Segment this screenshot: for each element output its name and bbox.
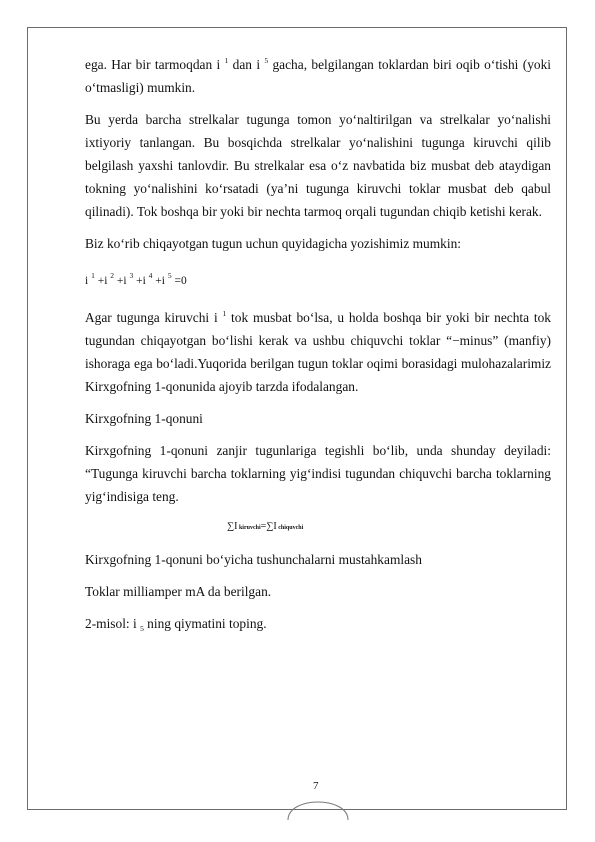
- paragraph-9: [85, 612, 551, 640]
- document-body: [85, 49, 551, 649]
- text-run: 2-misol: i: [85, 616, 141, 631]
- kirchhoff-formula: [85, 517, 551, 538]
- text-run: Agar tugunga kiruvchi i: [85, 310, 223, 325]
- current-sum-formula: [85, 264, 551, 293]
- subscript: chiquvchi: [276, 525, 304, 531]
- paragraph-6: Kirxgofning 1-qonuni zanjir tugunlariga tegishli bo‘lib, unda shunday deyiladi: “Tugunga kiruvchi barcha toklarning yig‘indisi tugundan chiquvchi barcha toklarning yig‘indisiga teng.: [85, 443, 551, 504]
- superscript: 5: [264, 56, 269, 65]
- formula-term: =0: [171, 275, 187, 287]
- paragraph-7: Kirxgofning 1-qonuni bo‘yicha tushunchalarni mustahkamlash: [85, 552, 422, 567]
- subscript: 5: [140, 624, 144, 633]
- formula-term: +i: [94, 275, 111, 287]
- superscript: 1: [222, 309, 227, 318]
- formula-term: +i: [133, 275, 149, 287]
- section-heading: Kirxgofning 1-qonuni: [85, 411, 203, 426]
- formula-term: +i: [114, 275, 130, 287]
- paragraph-1: [85, 49, 551, 99]
- formula-term: +i: [152, 275, 168, 287]
- paragraph-2: Bu yerda barcha strelkalar tugunga tomon yo‘naltirilgan va strelkalar yo‘nalishi ixtiyoriy tanlangan. Bu bosqichda strelkalar yo‘nalishini tugunga kiruvchi qilib belgilash yaxshi tanlovdir. Bu strelkalar esa o‘z navbatida biz musbat deb ataydigan tokning yo‘nalishini ko‘rsatadi (ya’ni tugunga kiruvchi toklar musbat deb qabul qilinadi). Tok boshqa bir yoki bir nechta tarmoq orqali tugundan chiqib ketishi kerak.: [85, 112, 551, 219]
- sum-symbol: ∑I: [227, 521, 238, 532]
- text-run: ega. Har bir tarmoqdan i: [85, 57, 225, 72]
- paragraph-3: Biz ko‘rib chiqayotgan tugun uchun quyidagicha yozishimiz mumkin:: [85, 236, 461, 251]
- text-run: dan i: [228, 57, 265, 72]
- superscript: 5: [167, 271, 172, 280]
- paragraph-4: [85, 302, 551, 398]
- subscript: kiruvchi: [237, 525, 261, 531]
- superscript: 2: [110, 271, 115, 280]
- paragraph-8: Toklar milliamper mA da berilgan.: [85, 584, 272, 599]
- text-run: tok musbat bo‘lsa, u holda boshqa bir yoki bir nechta tok tugundan chiqayotgan bo‘lishi kerak va ushbu chiquvchi toklar “−minus” (manfiy) ishoraga ega bo‘ladi.Yuqorida berilgan tugun toklar oqimi borasidagi mulohazalarimiz Kirxgofning 1-qonunida ajoyib tarzda ifodalangan.: [85, 310, 551, 394]
- superscript: 3: [129, 271, 134, 280]
- equals-sign: =: [260, 521, 267, 532]
- text-run: gacha, belgilangan toklardan biri oqib o‘tishi (yoki o‘tmasligi) mumkin.: [85, 57, 551, 95]
- text-run: ning qiymatini toping.: [143, 616, 267, 631]
- formula-term: i: [85, 275, 92, 287]
- superscript: 1: [91, 271, 95, 280]
- page-number: 7: [313, 780, 319, 792]
- superscript: 4: [148, 271, 153, 280]
- superscript: 1: [224, 56, 229, 65]
- sum-symbol: ∑I: [266, 521, 277, 532]
